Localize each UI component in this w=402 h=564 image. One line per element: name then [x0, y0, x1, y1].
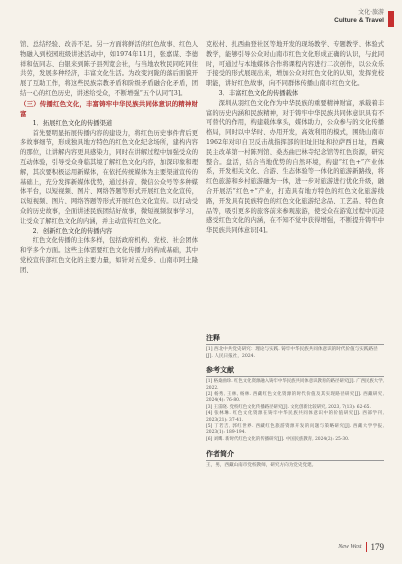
note-text: [1] 西北中共党史研究：理论与实践. 铸牢中华民族共同体意识的时代价值与实践路径[J]. 人民日报社，2024. — [206, 347, 378, 359]
references-heading: 参考文献 — [206, 365, 384, 377]
section-label-cn: 文化·旅游 — [358, 9, 384, 16]
journal-name: New West — [338, 544, 362, 550]
endmatter — [206, 333, 384, 470]
left-column — [20, 40, 198, 276]
paragraph: 克松村、扎西曲登社区等地开发的现场教学、专题教学、体验式教学，能够引导公众对山南市红色文化形成正确的认识，与此同时，可通过与本地媒体合作将课程内容进行二次创作，以公众乐于接受的形式展现出来，增加公众对红色文化的认知，发挥党校职能，讲好红色故事，向不同群体传播山南市红色文化。 — [206, 41, 384, 88]
paragraph: 深圳从羽红色文化作为中华民族的重要精神财富，承载着丰富的历史内涵和民族精神，对于铸牢中华民族共同体意识具有不可替代的作用，构建载体拿头，媒体助力，公众参与的文化传播格局，同时以中华时、办用开发，高效利用的模式，围绕山南市1962年对印自卫反击战指挥部的旧址旧址和拉萨西日址，西藏民主改革第一村陈列馆、桑杰曲巴林寺纪念馆等红色资源，研究整合。盘活，结合当地优势的自然环境，构建“红色+”产业体系，开发相关文化、合游、生态体验等一体化的旅游新路线，将红色旅游和乡村旅游融为一体，进一步对旅游进行优化升级，融合开展活“红色+”产业，打造具有地方特色的红色文化旅游线路，开发具有民族特色的红色文化旅游纪念品、工艺品、特色食品等，吸引更多的旅客前来参观旅游，使受众在游览过程中沉浸感受红色文化的内涵，在不知不觉中获得增强，不断提升铸牢中华民族共同体意识[4]。 — [206, 99, 384, 235]
footer-divider — [366, 542, 367, 552]
paragraph: 红色文化传播的主体多样，包括政府机构、党校、社会团体和学多个方面。这些主体需要红色文化传播力的构成基础，其中党校宣传部红色文化的主要力量，如针对五爱乡、山南市阿土隆团、 — [20, 237, 198, 274]
reference-item: [2] 杨秀, 王林, 杨林. 西藏红色文化资源的时代价值及其实现路径研究[J]. 西藏研究, 2024(4): 76-80. — [206, 392, 384, 404]
header-accent-bar — [388, 11, 394, 27]
paragraph: 首先要明显拓展传播内容的建设力，将红色历史事件背后更多故事细节，形成独具地方特色的红色文化纪念场所，建构内容的那位，让讲解内容更具感染力，同时在讲解过程中加强受众的互动体验，引导受众身临其境了解红色文化内容，加深印象和理解，其次要积极运用新媒体，在依托传统媒体为主要渠道宣传的基础上，充分发挥新媒体优势，通过抖音、微信公众号等多种媒体平台，以短视频、图片、网络答题等形式开展红色文化宣传，以短视频、图片、网络答题等形式开展红色文化宣传。以打动受众的历史故事，全面讲述民族团结好故事，微短视频叙事学习，让受众了解红色文化的内涵，并主动宣传红色文化。 — [20, 129, 198, 225]
section-label-en: Culture & Travel — [334, 16, 384, 24]
page-number: 179 — [370, 542, 384, 552]
author-text: 王，男，西藏山南市党校教师，研究方向为党史党建。 — [206, 463, 317, 469]
reference-item: [1] 格桑曲珍. 红色文化资源融入铸牢中华民族共同体意识教育的路径研究[J]. 广西民族大学, 2022. — [206, 379, 384, 391]
reference-item: [4] 张林琳. 红色文化资源在铸牢中华民族共同体意识中的价值研究[J]. 西部学刊, 2023(21): 37-41. — [206, 411, 384, 423]
reference-item: [3] 王雷晓. 党校红色文化传播路径研究[J]. 文化创新比较研究, 2023, 7(13): 62-65. — [206, 404, 371, 410]
right-column — [206, 40, 384, 236]
section-heading: （三）传播红色文化，丰富铸牢中华民族共同体意识的精神财富 — [20, 99, 198, 118]
author-heading: 作者简介 — [206, 449, 384, 461]
subsection-heading: 2．创新红色文化的传播内容 — [32, 227, 113, 235]
reference-item: [5] 丁若吉, 郭红世界. 西藏红色旅游资源开发的问题与策略研究[J]. 西藏大学学报, 2023(1): 189-194. — [206, 424, 384, 436]
paragraph: 馆、总结经验、改善不足。另一方面将鲜活的红色故事、红色人物融入到校园班级讲述活动中，如1974年11月，张嘉谋、李德祥和伍同志、白银来到陈子县列宽会社，与当地农牧民同吃同住共劳，发展多种经济，丰富文化生活。为改变河陇的落后面貌开展了互助工作，将这些民族宗教矛盾和阶级矛盾融合化矛盾，团结一心的红色历史，讲述给受众，不断增强“五个认同”[3]。 — [20, 41, 198, 97]
reference-item: [6] 刘鹰. 新时代红色文化的传播研究[J]. 中国民族教育, 2024(2): 25-30. — [206, 436, 350, 442]
notes-heading: 注释 — [206, 333, 384, 345]
subsection-heading: 1．拓展红色文化的传播渠道 — [32, 119, 113, 127]
page-footer — [338, 542, 384, 552]
subsection-heading: 3．丰富红色文化的传播载体 — [218, 89, 299, 97]
page-header — [334, 10, 384, 24]
